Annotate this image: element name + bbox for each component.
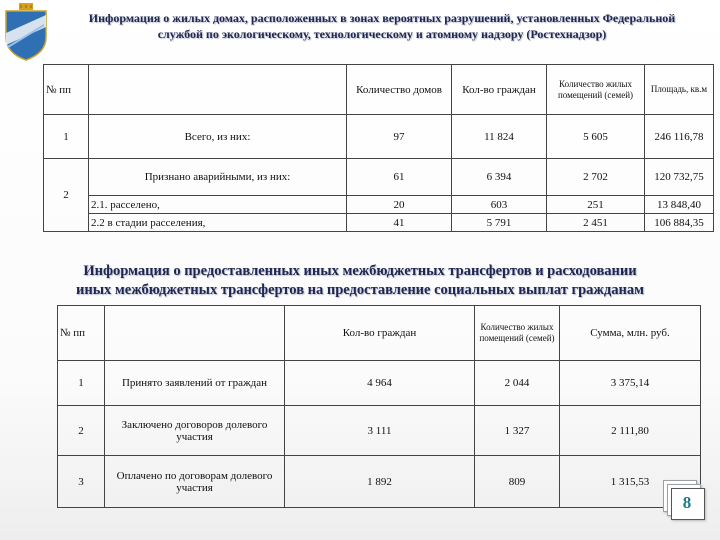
section-title-line-2: иных межбюджетных трансфертов на предоставление социальных выплат гражданам bbox=[76, 282, 644, 298]
row-houses: 20 bbox=[347, 196, 452, 214]
table-row bbox=[44, 159, 714, 196]
row-citizens: 1 892 bbox=[285, 456, 475, 508]
header-citizens: Кол-во граждан bbox=[285, 306, 475, 361]
row-houses: 61 bbox=[347, 159, 452, 196]
page-number: 8 bbox=[682, 493, 692, 512]
row-num: 3 bbox=[58, 456, 105, 508]
table-row bbox=[58, 406, 701, 456]
page-title-line-2: службой по экологическому, технологическому и атомному надзору (Ростехнадзор) bbox=[157, 27, 607, 41]
header-houses: Количество домов bbox=[347, 65, 452, 115]
row-area: 106 884,35 bbox=[645, 214, 714, 232]
section-title-line-1: Информация о предоставленных иных межбюджетных трансфертов и расходовании bbox=[83, 263, 637, 279]
row-houses: 41 bbox=[347, 214, 452, 232]
row-num: 1 bbox=[58, 361, 105, 406]
row-label: Признано аварийными, из них: bbox=[89, 159, 347, 196]
table-row bbox=[44, 196, 714, 214]
header-num: № пп bbox=[58, 306, 105, 361]
coat-of-arms-icon bbox=[2, 3, 50, 61]
row-area: 13 848,40 bbox=[645, 196, 714, 214]
section-title bbox=[20, 262, 700, 300]
table-header-row bbox=[44, 65, 714, 115]
row-houses: 97 bbox=[347, 115, 452, 159]
row-label: Оплачено по договорам долевого участия bbox=[105, 456, 285, 508]
row-premises: 2 702 bbox=[547, 159, 645, 196]
header-premises: Количество жилых помещений (семей) bbox=[547, 65, 645, 115]
row-sum: 2 111,80 bbox=[560, 406, 701, 456]
page-number-badge bbox=[663, 480, 703, 518]
row-area: 120 732,75 bbox=[645, 159, 714, 196]
row-citizens: 5 791 bbox=[452, 214, 547, 232]
row-citizens: 3 111 bbox=[285, 406, 475, 456]
header-label bbox=[89, 65, 347, 115]
row-label: Принято заявлений от граждан bbox=[105, 361, 285, 406]
row-premises: 1 327 bbox=[475, 406, 560, 456]
page-title-line-1: Информация о жилых домах, расположенных в зонах вероятных разрушений, установленных Федеральной bbox=[88, 11, 676, 25]
row-label: Заключено договоров долевого участия bbox=[105, 406, 285, 456]
row-citizens: 6 394 bbox=[452, 159, 547, 196]
row-num: 2 bbox=[44, 159, 89, 232]
row-sum: 1 315,53 bbox=[560, 456, 701, 508]
header-area: Площадь, кв.м bbox=[645, 65, 714, 115]
row-premises: 2 451 bbox=[547, 214, 645, 232]
header-label bbox=[105, 306, 285, 361]
row-area: 246 116,78 bbox=[645, 115, 714, 159]
table-row bbox=[44, 214, 714, 232]
header-citizens: Кол-во граждан bbox=[452, 65, 547, 115]
table-header-row bbox=[58, 306, 701, 361]
row-citizens: 603 bbox=[452, 196, 547, 214]
transfers-table bbox=[57, 305, 701, 508]
table-row bbox=[44, 115, 714, 159]
row-premises: 251 bbox=[547, 196, 645, 214]
row-citizens: 11 824 bbox=[452, 115, 547, 159]
row-premises: 2 044 bbox=[475, 361, 560, 406]
houses-table bbox=[43, 64, 714, 232]
header-premises: Количество жилых помещений (семей) bbox=[475, 306, 560, 361]
row-premises: 5 605 bbox=[547, 115, 645, 159]
row-num: 1 bbox=[44, 115, 89, 159]
row-num: 2 bbox=[58, 406, 105, 456]
header-num: № пп bbox=[44, 65, 89, 115]
row-label: 2.2 в стадии расселения, bbox=[89, 214, 347, 232]
table-row bbox=[58, 361, 701, 406]
row-label: 2.1. расселено, bbox=[89, 196, 347, 214]
row-sum: 3 375,14 bbox=[560, 361, 701, 406]
header-sum: Сумма, млн. руб. bbox=[560, 306, 701, 361]
page-title bbox=[52, 10, 712, 42]
table-row bbox=[58, 456, 701, 508]
row-premises: 809 bbox=[475, 456, 560, 508]
row-label: Всего, из них: bbox=[89, 115, 347, 159]
row-citizens: 4 964 bbox=[285, 361, 475, 406]
